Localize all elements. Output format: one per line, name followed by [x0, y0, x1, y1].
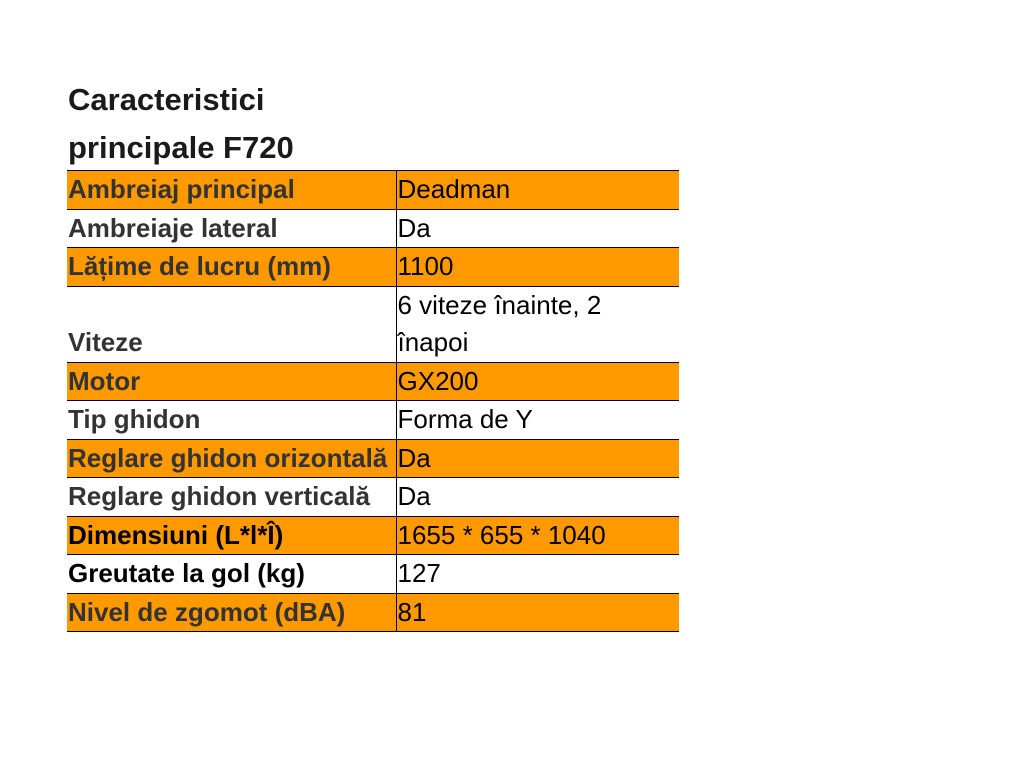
table-row	[67, 516, 679, 555]
table-row	[67, 555, 679, 594]
row-value: 1100	[396, 248, 679, 287]
page-title: Caracteristici principale F720	[68, 82, 294, 165]
table-row	[67, 439, 679, 478]
row-label: Tip ghidon	[67, 401, 396, 440]
row-value: 127	[396, 555, 679, 594]
table-row	[67, 171, 679, 210]
table-row	[67, 209, 679, 248]
row-label: Lățime de lucru (mm)	[67, 248, 396, 287]
row-value: 81	[396, 593, 679, 632]
table-row	[67, 286, 679, 362]
row-value: Da	[396, 439, 679, 478]
row-value: Da	[396, 209, 679, 248]
row-label: Greutate la gol (kg)	[67, 555, 396, 594]
row-label: Ambreiaje lateral	[67, 209, 396, 248]
row-value: Forma de Y	[396, 401, 679, 440]
table-row	[67, 401, 679, 440]
row-label: Reglare ghidon verticală	[67, 478, 396, 517]
row-value: 6 viteze înainte, 2 înapoi	[396, 286, 679, 362]
row-label: Ambreiaj principal	[67, 171, 396, 210]
table-row	[67, 593, 679, 632]
row-value: 1655 * 655 * 1040	[396, 516, 679, 555]
row-value: Da	[396, 478, 679, 517]
row-label: Reglare ghidon orizontală	[67, 439, 396, 478]
row-value: GX200	[396, 362, 679, 401]
row-label: Dimensiuni (L*l*Î)	[67, 516, 396, 555]
table-row	[67, 478, 679, 517]
row-label: Viteze	[67, 286, 396, 362]
row-label: Motor	[67, 362, 396, 401]
table-row	[67, 362, 679, 401]
row-value: Deadman	[396, 171, 679, 210]
row-label: Nivel de zgomot (dBA)	[67, 593, 396, 632]
table-row	[67, 248, 679, 287]
specs-table	[67, 170, 679, 632]
